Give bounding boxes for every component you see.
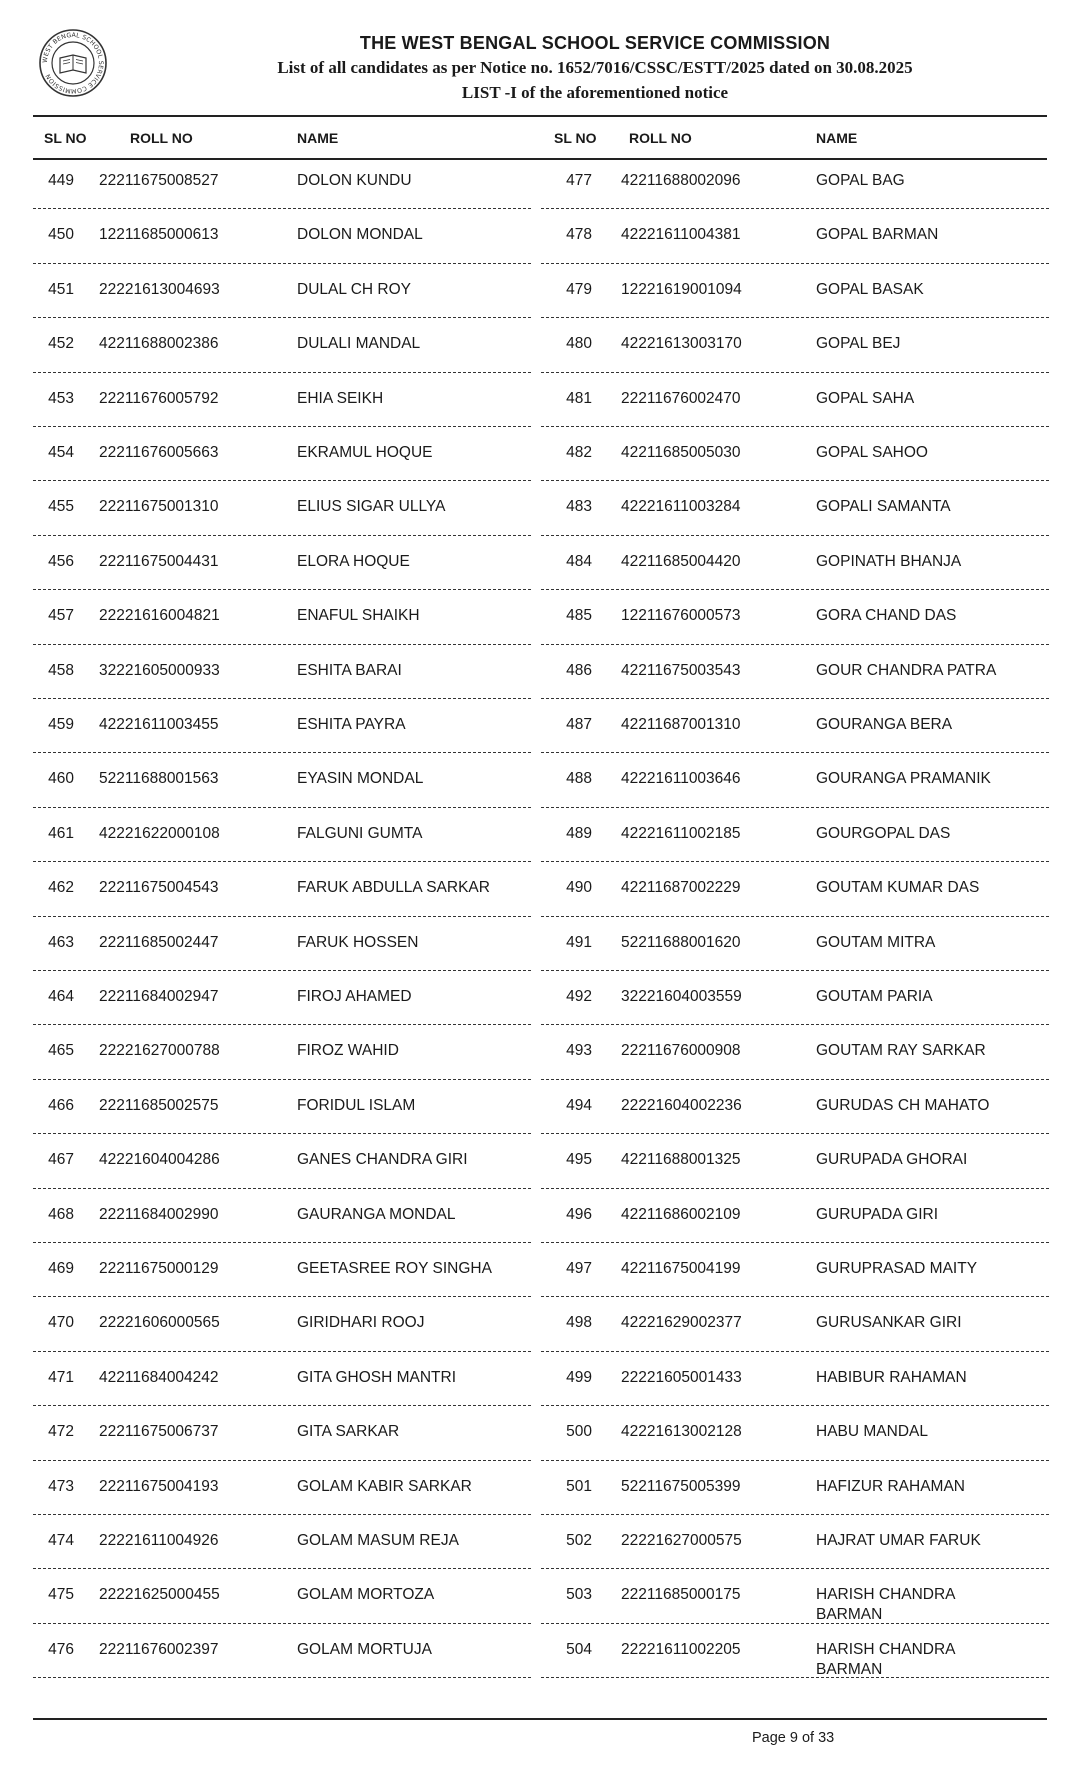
book-icon [60, 55, 86, 73]
row-divider-right [541, 1460, 1049, 1461]
row-divider-left [33, 317, 531, 318]
table-row [0, 160, 1080, 214]
left-sl-no: 450 [48, 226, 74, 244]
row-divider-left [33, 1351, 531, 1352]
left-roll-no: 42211688002386 [99, 335, 219, 353]
left-roll-no: 22211684002947 [99, 988, 219, 1005]
row-divider-left [33, 263, 531, 264]
row-divider-right [541, 752, 1049, 753]
right-sl-no: 497 [566, 1260, 592, 1277]
left-sl-no: 454 [48, 444, 74, 461]
right-roll-no: 22211685000175 [621, 1586, 741, 1604]
table-row [0, 432, 1080, 486]
row-divider-right [541, 1514, 1049, 1515]
left-candidate-name: DULAL CH ROY [297, 280, 411, 298]
left-candidate-name: EKRAMUL HOQUE [297, 444, 433, 461]
right-roll-no: 22221605001433 [621, 1368, 742, 1386]
right-sl-no: 502 [566, 1532, 592, 1549]
right-candidate-name: HAJRAT UMAR FARUK [816, 1532, 981, 1549]
row-divider-left [33, 1296, 531, 1297]
row-divider-left [33, 1460, 531, 1461]
table-row [0, 486, 1080, 540]
table-row [0, 867, 1080, 921]
left-roll-no: 22211675006737 [99, 1423, 219, 1441]
row-divider-right [541, 589, 1049, 590]
right-roll-no: 42211688002096 [621, 172, 741, 189]
left-sl-no: 456 [48, 552, 74, 570]
right-sl-no: 491 [566, 933, 592, 951]
row-divider-right [541, 1296, 1049, 1297]
left-candidate-name: GOLAM MASUM REJA [297, 1532, 459, 1549]
row-divider-right [541, 861, 1049, 862]
left-candidate-name: GAURANGA MONDAL [297, 1205, 456, 1223]
right-roll-no: 42211685004420 [621, 552, 741, 570]
right-candidate-name: GOUTAM PARIA [816, 988, 933, 1005]
right-candidate-name: GOURGOPAL DAS [816, 824, 951, 842]
right-roll-no: 12211676000573 [621, 607, 741, 625]
right-roll-no: 22221604002236 [621, 1096, 742, 1114]
left-roll-no: 22211675004193 [99, 1477, 219, 1495]
left-sl-no: 451 [48, 280, 74, 298]
row-divider-left [33, 1568, 531, 1569]
row-divider-left [33, 426, 531, 427]
left-sl-no: 461 [48, 824, 74, 842]
right-sl-no: 504 [566, 1640, 592, 1658]
left-sl-no: 462 [48, 879, 74, 897]
left-candidate-name: GOLAM MORTUJA [297, 1640, 432, 1658]
table-row [0, 214, 1080, 268]
left-sl-no: 449 [48, 172, 74, 189]
left-candidate-name: EYASIN MONDAL [297, 770, 424, 788]
row-divider-left [33, 861, 531, 862]
left-candidate-name: FALGUNI GUMTA [297, 824, 423, 842]
row-divider-right [541, 1024, 1049, 1025]
row-divider-right [541, 535, 1049, 536]
right-roll-no: 22221627000575 [621, 1532, 742, 1549]
table-row [0, 758, 1080, 812]
right-roll-no: 42221613002128 [621, 1423, 742, 1441]
row-divider-right [541, 1133, 1049, 1134]
left-sl-no: 453 [48, 389, 74, 407]
table-row [0, 1520, 1080, 1574]
right-sl-no: 480 [566, 335, 592, 353]
right-sl-no: 489 [566, 824, 592, 842]
right-roll-no: 22211676000908 [621, 1042, 741, 1060]
column-header-sl-no-left: SL NO [44, 130, 87, 146]
column-header-roll-no-left: ROLL NO [130, 130, 193, 146]
left-sl-no: 473 [48, 1477, 74, 1495]
right-roll-no: 42211675003543 [621, 661, 741, 679]
right-candidate-name: GURUPRASAD MAITY [816, 1260, 978, 1277]
row-divider-right [541, 807, 1049, 808]
right-candidate-name: GOUR CHANDRA PATRA [816, 661, 997, 679]
table-row [0, 595, 1080, 649]
row-divider-left [33, 535, 531, 536]
left-roll-no: 22221625000455 [99, 1586, 220, 1604]
right-candidate-name: HARISH CHANDRA BARMAN [816, 1586, 955, 1624]
table-row [0, 1248, 1080, 1302]
right-candidate-name: GURUPADA GHORAI [816, 1151, 968, 1169]
left-roll-no: 22221616004821 [99, 607, 220, 625]
right-candidate-name: GOPALI SAMANTA [816, 498, 951, 516]
left-roll-no: 52211688001563 [99, 770, 219, 788]
table-row [0, 1466, 1080, 1520]
row-divider-left [33, 807, 531, 808]
left-roll-no: 42221604004286 [99, 1151, 220, 1169]
table-row [0, 378, 1080, 432]
left-candidate-name: GITA SARKAR [297, 1423, 400, 1441]
left-roll-no: 22211675000129 [99, 1260, 219, 1277]
left-roll-no: 22211685002575 [99, 1096, 219, 1114]
right-candidate-name: GOPAL BASAK [816, 280, 924, 298]
table-row [0, 323, 1080, 377]
left-roll-no: 22211675004543 [99, 879, 219, 897]
left-candidate-name: DOLON KUNDU [297, 172, 412, 189]
left-roll-no: 22211685002447 [99, 933, 219, 951]
right-roll-no: 42221611002185 [621, 824, 741, 842]
row-divider-left [33, 1677, 531, 1678]
right-candidate-name: HABU MANDAL [816, 1423, 928, 1441]
right-sl-no: 485 [566, 607, 592, 625]
right-candidate-name: GURUDAS CH MAHATO [816, 1096, 990, 1114]
left-sl-no: 476 [48, 1640, 74, 1658]
right-sl-no: 490 [566, 879, 592, 897]
right-sl-no: 501 [566, 1477, 592, 1495]
left-sl-no: 452 [48, 335, 74, 353]
right-sl-no: 477 [566, 172, 592, 189]
left-candidate-name: GANES CHANDRA GIRI [297, 1151, 468, 1169]
left-candidate-name: FIROZ WAHID [297, 1042, 399, 1060]
table-row [0, 976, 1080, 1030]
left-sl-no: 466 [48, 1096, 74, 1114]
row-divider-left [33, 1133, 531, 1134]
column-header-name-left: NAME [297, 130, 339, 146]
table-row [0, 1139, 1080, 1193]
list-label: LIST -I of the aforementioned notice [461, 83, 729, 102]
right-candidate-name: GOURANGA BERA [816, 716, 953, 733]
row-divider-left [33, 1242, 531, 1243]
right-candidate-name: HAFIZUR RAHAMAN [816, 1477, 965, 1495]
right-roll-no: 42211675004199 [621, 1260, 741, 1277]
right-roll-no: 42211685005030 [621, 444, 741, 461]
footer-rule [33, 1718, 1047, 1720]
left-sl-no: 464 [48, 988, 74, 1005]
right-sl-no: 494 [566, 1096, 592, 1114]
left-roll-no: 22211675001310 [99, 498, 219, 516]
left-roll-no: 22211676002397 [99, 1640, 219, 1658]
left-candidate-name: DULALI MANDAL [297, 335, 421, 353]
commission-seal-logo [38, 28, 108, 98]
seal-text: WEST BENGAL SCHOOL SERVICE COMMISSION [41, 31, 105, 95]
table-row [0, 541, 1080, 595]
right-sl-no: 478 [566, 226, 592, 244]
left-sl-no: 467 [48, 1151, 74, 1169]
left-sl-no: 465 [48, 1042, 74, 1060]
row-divider-right [541, 1242, 1049, 1243]
row-divider-right [541, 208, 1049, 209]
row-divider-left [33, 644, 531, 645]
right-sl-no: 496 [566, 1205, 592, 1223]
row-divider-left [33, 1514, 531, 1515]
column-header-sl-no-right: SL NO [554, 130, 597, 146]
right-roll-no: 42211687001310 [621, 716, 741, 733]
row-divider-right [541, 916, 1049, 917]
left-candidate-name: ELORA HOQUE [297, 552, 410, 570]
table-row [0, 650, 1080, 704]
row-divider-left [33, 208, 531, 209]
right-sl-no: 498 [566, 1314, 592, 1332]
left-sl-no: 460 [48, 770, 74, 788]
left-candidate-name: EHIA SEIKH [297, 389, 384, 407]
left-roll-no: 22221606000565 [99, 1314, 220, 1332]
left-candidate-name: FORIDUL ISLAM [297, 1096, 416, 1114]
left-roll-no: 12211685000613 [99, 226, 219, 244]
table-row [0, 1574, 1080, 1628]
left-sl-no: 472 [48, 1423, 74, 1441]
right-candidate-name: GURUSANKAR GIRI [816, 1314, 962, 1332]
left-sl-no: 455 [48, 498, 74, 516]
table-row [0, 269, 1080, 323]
right-sl-no: 483 [566, 498, 592, 516]
right-roll-no: 52211675005399 [621, 1477, 741, 1495]
right-sl-no: 484 [566, 552, 592, 570]
left-candidate-name: FIROJ AHAMED [297, 988, 412, 1005]
right-roll-no: 42211686002109 [621, 1205, 741, 1223]
right-sl-no: 499 [566, 1368, 592, 1386]
right-sl-no: 487 [566, 716, 592, 733]
row-divider-right [541, 698, 1049, 699]
right-candidate-name: GOURANGA PRAMANIK [816, 770, 991, 788]
left-candidate-name: GEETASREE ROY SINGHA [297, 1260, 492, 1277]
left-candidate-name: ENAFUL SHAIKH [297, 607, 420, 625]
right-sl-no: 486 [566, 661, 592, 679]
left-candidate-name: ESHITA PAYRA [297, 716, 406, 733]
row-divider-right [541, 263, 1049, 264]
left-roll-no: 22211675008527 [99, 172, 219, 189]
left-roll-no: 22211676005792 [99, 389, 219, 407]
right-sl-no: 495 [566, 1151, 592, 1169]
left-candidate-name: DOLON MONDAL [297, 226, 423, 244]
left-roll-no: 22211675004431 [99, 552, 219, 570]
row-divider-right [541, 644, 1049, 645]
right-candidate-name: GOUTAM KUMAR DAS [816, 879, 980, 897]
left-sl-no: 457 [48, 607, 74, 625]
page-number: Page 9 of 33 [752, 1730, 835, 1746]
table-row [0, 1030, 1080, 1084]
right-roll-no: 52211688001620 [621, 933, 741, 951]
row-divider-left [33, 589, 531, 590]
right-sl-no: 492 [566, 988, 592, 1005]
column-header-name-right: NAME [816, 130, 858, 146]
right-candidate-name: GOPAL SAHOO [816, 444, 928, 461]
left-candidate-name: ESHITA BARAI [297, 661, 402, 679]
left-sl-no: 470 [48, 1314, 74, 1332]
left-sl-no: 474 [48, 1532, 74, 1549]
left-candidate-name: GOLAM KABIR SARKAR [297, 1477, 472, 1495]
row-divider-left [33, 916, 531, 917]
right-roll-no: 22211676002470 [621, 389, 741, 407]
row-divider-left [33, 372, 531, 373]
left-sl-no: 458 [48, 661, 74, 679]
table-row [0, 1629, 1080, 1683]
row-divider-right [541, 1677, 1049, 1678]
left-roll-no: 22221627000788 [99, 1042, 220, 1060]
right-roll-no: 32221604003559 [621, 988, 742, 1005]
right-roll-no: 42221611003646 [621, 770, 741, 788]
row-divider-left [33, 1079, 531, 1080]
left-candidate-name: GITA GHOSH MANTRI [297, 1368, 457, 1386]
table-row [0, 922, 1080, 976]
row-divider-left [33, 1024, 531, 1025]
row-divider-left [33, 1405, 531, 1406]
left-roll-no: 22211676005663 [99, 444, 219, 461]
table-row [0, 704, 1080, 758]
right-sl-no: 488 [566, 770, 592, 788]
document-title: THE WEST BENGAL SCHOOL SERVICE COMMISSION [359, 33, 831, 53]
table-row [0, 813, 1080, 867]
row-divider-right [541, 1623, 1049, 1624]
row-divider-right [541, 1568, 1049, 1569]
left-sl-no: 459 [48, 716, 74, 733]
right-candidate-name: HABIBUR RAHAMAN [816, 1368, 967, 1386]
row-divider-left [33, 1623, 531, 1624]
row-divider-left [33, 970, 531, 971]
row-divider-left [33, 752, 531, 753]
left-sl-no: 471 [48, 1368, 74, 1386]
left-roll-no: 42211684004242 [99, 1368, 219, 1386]
right-candidate-name: GOUTAM MITRA [816, 933, 936, 951]
table-row [0, 1194, 1080, 1248]
row-divider-right [541, 1405, 1049, 1406]
left-roll-no: 42221622000108 [99, 824, 220, 842]
left-sl-no: 469 [48, 1260, 74, 1277]
row-divider-left [33, 480, 531, 481]
left-roll-no: 22221613004693 [99, 280, 220, 298]
right-roll-no: 42211688001325 [621, 1151, 741, 1169]
right-roll-no: 42221611003284 [621, 498, 741, 516]
left-roll-no: 22221611004926 [99, 1532, 219, 1549]
right-candidate-name: GOUTAM RAY SARKAR [816, 1042, 986, 1060]
left-roll-no: 42221611003455 [99, 716, 219, 733]
row-divider-right [541, 1351, 1049, 1352]
right-sl-no: 493 [566, 1042, 592, 1060]
table-row [0, 1302, 1080, 1356]
right-candidate-name: GURUPADA GIRI [816, 1205, 939, 1223]
right-candidate-name: GORA CHAND DAS [816, 607, 957, 625]
candidate-table [0, 160, 1080, 1715]
row-divider-left [33, 698, 531, 699]
left-sl-no: 475 [48, 1586, 74, 1604]
right-sl-no: 500 [566, 1423, 592, 1441]
left-sl-no: 463 [48, 933, 74, 951]
column-header-roll-no-right: ROLL NO [629, 130, 692, 146]
table-row [0, 1085, 1080, 1139]
right-candidate-name: GOPAL BEJ [816, 335, 901, 353]
right-candidate-name: GOPAL SAHA [816, 389, 915, 407]
row-divider-left [33, 1188, 531, 1189]
right-roll-no: 42221611004381 [621, 226, 741, 244]
row-divider-right [541, 1079, 1049, 1080]
row-divider-right [541, 317, 1049, 318]
row-divider-right [541, 970, 1049, 971]
header-top-rule [33, 115, 1047, 117]
right-roll-no: 42221629002377 [621, 1314, 742, 1332]
left-candidate-name: ELIUS SIGAR ULLYA [297, 498, 446, 516]
right-roll-no: 22221611002205 [621, 1640, 741, 1658]
row-divider-right [541, 426, 1049, 427]
row-divider-right [541, 372, 1049, 373]
right-candidate-name: GOPAL BARMAN [816, 226, 939, 244]
row-divider-right [541, 1188, 1049, 1189]
table-row [0, 1357, 1080, 1411]
right-roll-no: 42211687002229 [621, 879, 741, 897]
row-divider-right [541, 480, 1049, 481]
right-candidate-name: GOPAL BAG [816, 172, 905, 189]
right-candidate-name: GOPINATH BHANJA [816, 552, 962, 570]
notice-subtitle: List of all candidates as per Notice no. 1652/7016/CSSC/ESTT/2025 dated on 30.08.2025 [277, 58, 913, 77]
right-roll-no: 12221619001094 [621, 280, 742, 298]
right-candidate-name: HARISH CHANDRA BARMAN [816, 1640, 955, 1678]
left-roll-no: 22211684002990 [99, 1205, 219, 1223]
table-row [0, 1411, 1080, 1465]
right-sl-no: 503 [566, 1586, 592, 1604]
left-candidate-name: GOLAM MORTOZA [297, 1586, 435, 1604]
left-sl-no: 468 [48, 1205, 74, 1223]
left-candidate-name: FARUK HOSSEN [297, 933, 419, 951]
right-sl-no: 479 [566, 280, 592, 298]
right-sl-no: 482 [566, 444, 592, 461]
right-sl-no: 481 [566, 389, 592, 407]
right-roll-no: 42221613003170 [621, 335, 742, 353]
left-candidate-name: FARUK ABDULLA SARKAR [297, 879, 490, 897]
left-roll-no: 32221605000933 [99, 661, 220, 679]
left-candidate-name: GIRIDHARI ROOJ [297, 1314, 425, 1332]
